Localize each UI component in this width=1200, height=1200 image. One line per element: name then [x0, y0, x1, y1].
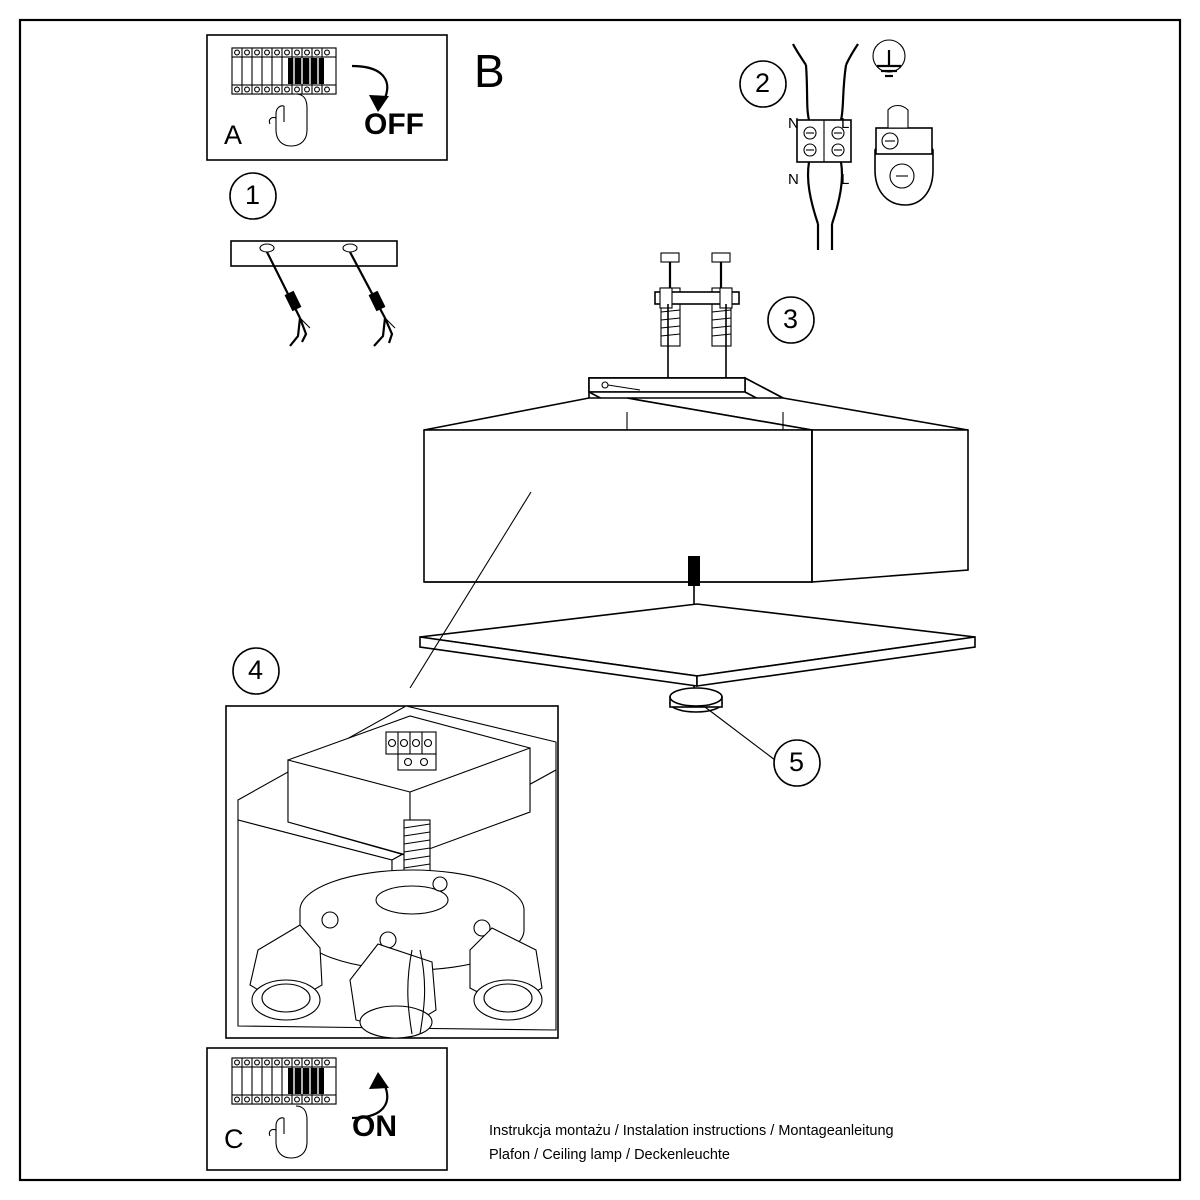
- step-4-label: 4: [248, 655, 264, 685]
- fig-anchors: [655, 253, 739, 378]
- terminal-n-top-label: N: [788, 115, 799, 132]
- terminal-l-top-label: L: [841, 115, 850, 132]
- footer-line-1: Instrukcja montażu / Instalation instructions / Montageanleitung: [489, 1123, 894, 1139]
- box-c-letter: C: [224, 1124, 244, 1154]
- fig-mounting-bracket: [231, 241, 397, 346]
- footer-line-2: Plafon / Ceiling lamp / Deckenleuchte: [489, 1146, 730, 1163]
- box-a-letter: A: [224, 120, 243, 150]
- fig-detail-photo: [226, 706, 558, 1038]
- fig-wire-connector: [793, 40, 933, 250]
- terminal-n-bottom-label: N: [788, 171, 799, 188]
- terminal-l-bottom-label: L: [841, 171, 850, 188]
- step-3-label: 3: [783, 304, 799, 334]
- step-5-label: 5: [789, 747, 805, 777]
- box-c-state-label: ON: [352, 1110, 397, 1143]
- fig-ceiling-lamp: [410, 378, 975, 760]
- box-a-state-label: OFF: [364, 108, 424, 141]
- fig-fuse-box-off: [207, 35, 447, 160]
- step-b-label: B: [474, 45, 505, 97]
- step-1-label: 1: [245, 180, 261, 210]
- page-border: [20, 20, 1180, 1180]
- footer-text: [489, 1120, 894, 1168]
- step-2-label: 2: [755, 68, 771, 98]
